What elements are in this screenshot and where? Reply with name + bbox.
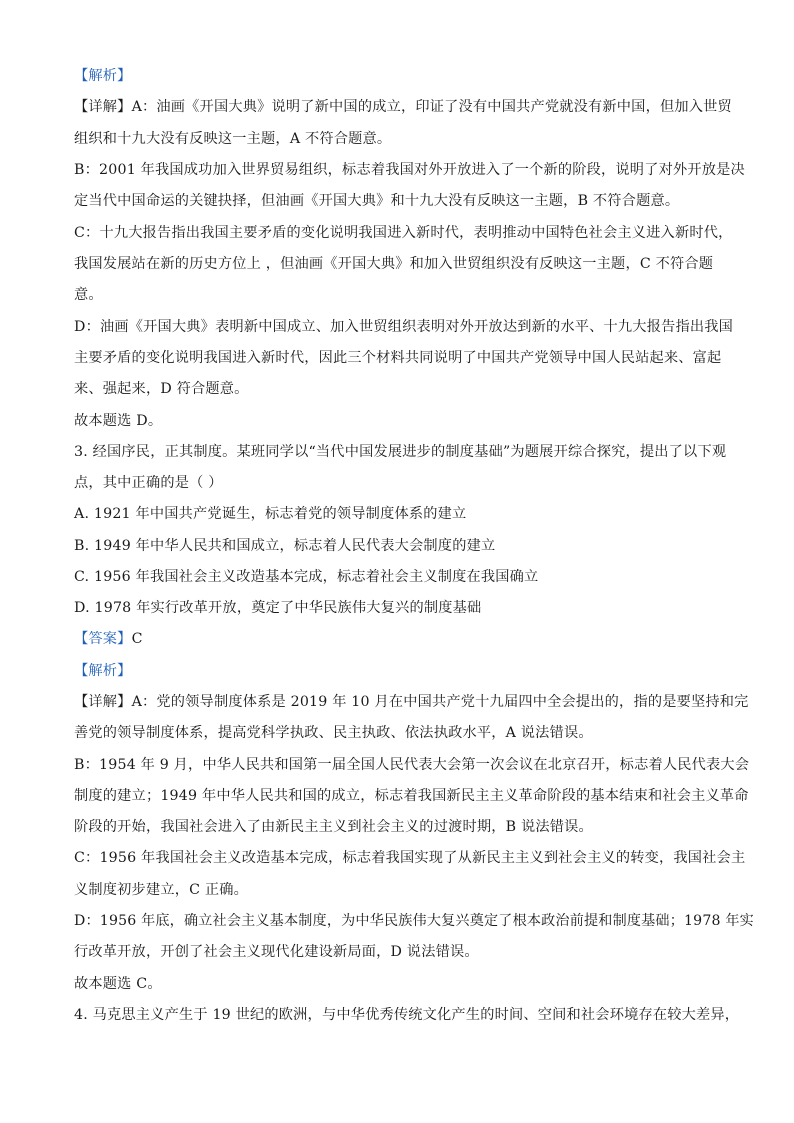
conclusion-line: 故本题选 D。: [74, 413, 163, 429]
analysis-heading: [74, 661, 724, 681]
paragraph-line: 义制度初步建立，C 正确。: [74, 882, 249, 898]
option-b: B. 1949 年中华人民共和国成立，标志着人民代表大会制度的建立: [74, 538, 496, 554]
paragraph-line: 制度的建立；1949 年中华人民共和国的成立，标志着我国新民主主义革命阶段的基本结束和社会主义革命: [74, 788, 749, 804]
paragraph-line: B：1954 年 9 月，中华人民共和国第一届全国人民代表大会第一次会议在北京召开，标志着人民代表大会: [74, 757, 750, 773]
question-3-stem: 3. 经国序民，正其制度。某班同学以“当代中国发展进步的制度基础”为题展开综合探究，提出了以下观: [74, 444, 727, 460]
answer-line: [74, 629, 724, 649]
paragraph-line: 意。: [74, 287, 103, 303]
answer-label: 【答案】: [74, 631, 132, 647]
paragraph-line: B：2001 年我国成功加入世界贸易组织，标志着我国对外开放进入了一个新的阶段，说明了对外开放是决: [74, 162, 745, 178]
question-3-stem-cont: 点，其中正确的是（ ）: [74, 475, 223, 491]
detail-label: 【详解】: [74, 694, 132, 710]
paragraph-line: D：油画《开国大典》表明新中国成立、加入世贸组织表明对外开放达到新的水平、十九大报告指出我国: [74, 319, 734, 335]
detail-line: [74, 692, 749, 712]
paragraph-line: C：十九大报告指出我国主要矛盾的变化说明我国进入新时代，表明推动中国特色社会主义进入新时代，: [74, 225, 733, 241]
option-a: A. 1921 年中国共产党诞生，标志着党的领导制度体系的建立: [74, 506, 467, 522]
detail-label: 【详解】: [74, 99, 132, 115]
answer-value: C: [131, 631, 143, 647]
paragraph-line: 组织和十九大没有反映这一主题，A 不符合题意。: [74, 131, 392, 147]
detail-line: [74, 97, 732, 117]
paragraph-line: D：1956 年底，确立社会主义基本制度，为中华民族伟大复兴奠定了根本政治前提和制度基础；1978 年实: [74, 913, 754, 929]
paragraph-line: 善党的领导制度体系，提高党科学执政、民主执政、依法执政水平，A 说法错误。: [74, 725, 593, 741]
analysis-label: 【解析】: [74, 663, 132, 679]
paragraph-line: 来、强起来，D 符合题意。: [74, 381, 249, 397]
detail-text: A：油画《开国大典》说明了新中国的成立，印证了没有中国共产党就没有新中国，但加入世贸: [131, 99, 732, 115]
option-c: C. 1956 年我国社会主义改造基本完成，标志着社会主义制度在我国确立: [74, 569, 539, 585]
paragraph-line: C：1956 年我国社会主义改造基本完成，标志着我国实现了从新民主主义到社会主义的转变，我国社会主: [74, 850, 746, 866]
option-d: D. 1978 年实行改革开放，奠定了中华民族伟大复兴的制度基础: [74, 600, 482, 616]
analysis-label: 【解析】: [74, 68, 132, 84]
paragraph-line: 主要矛盾的变化说明我国进入新时代，因此三个材料共同说明了中国共产党领导中国人民站起来、富起: [74, 350, 722, 366]
paragraph-line: 阶段的开始，我国社会进入了由新民主主义到社会主义的过渡时期，B 说法错误。: [74, 819, 593, 835]
question-4-stem: 4. 马克思主义产生于 19 世纪的欧洲，与中华优秀传统文化产生的时间、空间和社会环境存在较大差异，: [74, 1007, 740, 1023]
paragraph-line: 行改革开放，开创了社会主义现代化建设新局面，D 说法错误。: [74, 944, 479, 960]
detail-text: A：党的领导制度体系是 2019 年 10 月在中国共产党十九届四中全会提出的，指的是要坚持和完: [131, 694, 749, 710]
analysis-heading: [74, 66, 724, 86]
paragraph-line: 定当代中国命运的关键抉择，但油画《开国大典》和十九大没有反映这一主题，B 不符合题意。: [74, 193, 680, 209]
conclusion-line: 故本题选 C。: [74, 976, 162, 992]
paragraph-line: 我国发展站在新的历史方位上 ，但油画《开国大典》和加入世贸组织没有反映这一主题，C 不符合题: [74, 256, 714, 272]
